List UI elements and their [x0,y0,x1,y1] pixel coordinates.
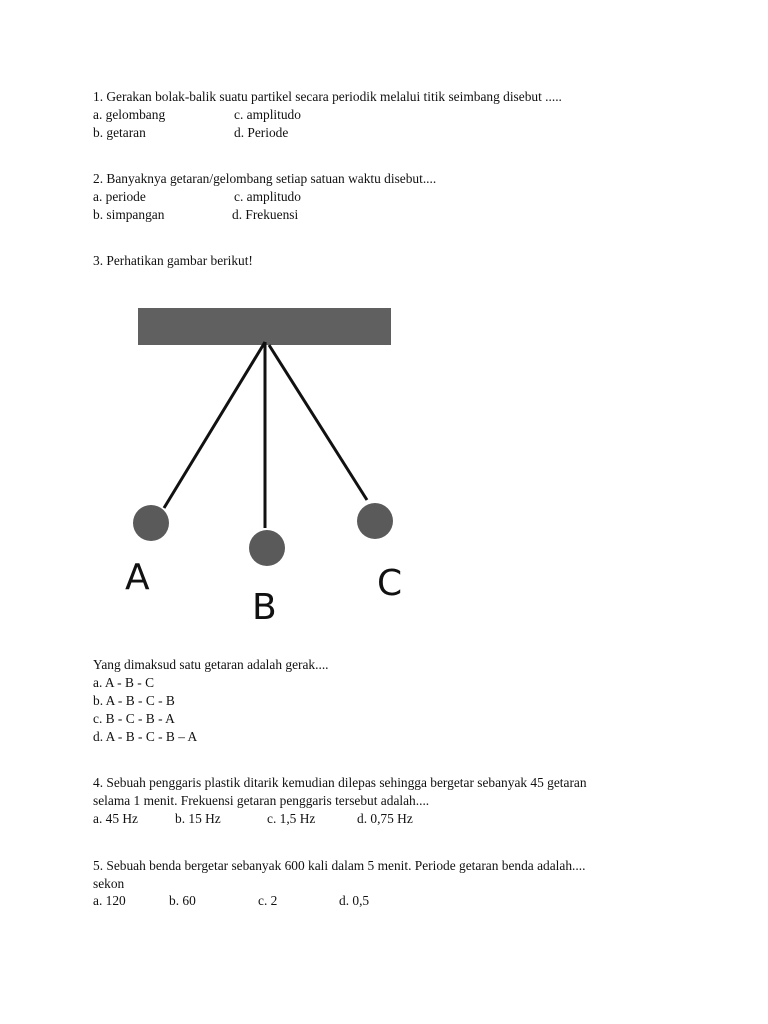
q4-question-line1: 4. Sebuah penggaris plastik ditarik kemudian dilepas sehingga bergetar sebanyak 45 getaran [93,775,587,790]
pendulum-bob-b [249,530,285,566]
q1-option-c: c. amplitudo [234,107,301,122]
q4-option-a: a. 45 Hz [93,811,138,826]
q1-option-b: b. getaran [93,125,146,140]
q3-question: 3. Perhatikan gambar berikut! [93,253,253,268]
q5-option-c: c. 2 [258,893,278,908]
q1-question: 1. Gerakan bolak-balik suatu partikel secara periodik melalui titik seimbang disebut ..... [93,89,562,104]
q3-prompt: Yang dimaksud satu getaran adalah gerak.... [93,657,329,672]
q1-option-d: d. Periode [234,125,289,140]
q3-option-a: a. A - B - C [93,675,155,690]
q5-question-line2: sekon [93,876,125,891]
q4-option-b: b. 15 Hz [175,811,221,826]
q2-option-a: a. periode [93,189,146,204]
q2-option-d: d. Frekuensi [232,207,299,222]
pendulum-bob-a [133,505,169,541]
pendulum-string-c [269,345,367,500]
q2-option-c: c. amplitudo [234,189,301,204]
q1-option-a: a. gelombang [93,107,166,122]
q5-option-b: b. 60 [169,893,196,908]
label-b: B [252,587,277,628]
pendulum-support-bar [138,308,391,345]
q5-question-line1: 5. Sebuah benda bergetar sebanyak 600 kali dalam 5 menit. Periode getaran benda adalah.... [93,858,586,873]
q4-option-d: d. 0,75 Hz [357,811,413,826]
pendulum-diagram [110,295,430,635]
pendulum-bob-c [357,503,393,539]
q4-question-line2: selama 1 menit. Frekuensi getaran penggaris tersebut adalah.... [93,793,430,808]
q2-question: 2. Banyaknya getaran/gelombang setiap satuan waktu disebut.... [93,171,437,186]
q4-option-c: c. 1,5 Hz [267,811,316,826]
pendulum-string-a [164,342,265,508]
q3-option-b: b. A - B - C - B [93,693,175,708]
label-c: C [377,563,403,604]
q2-option-b: b. simpangan [93,207,165,222]
q3-option-c: c. B - C - B - A [93,711,175,726]
q5-option-d: d. 0,5 [339,893,370,908]
label-a: A [125,557,150,598]
q5-option-a: a. 120 [93,893,126,908]
q3-option-d: d. A - B - C - B – A [93,729,198,744]
